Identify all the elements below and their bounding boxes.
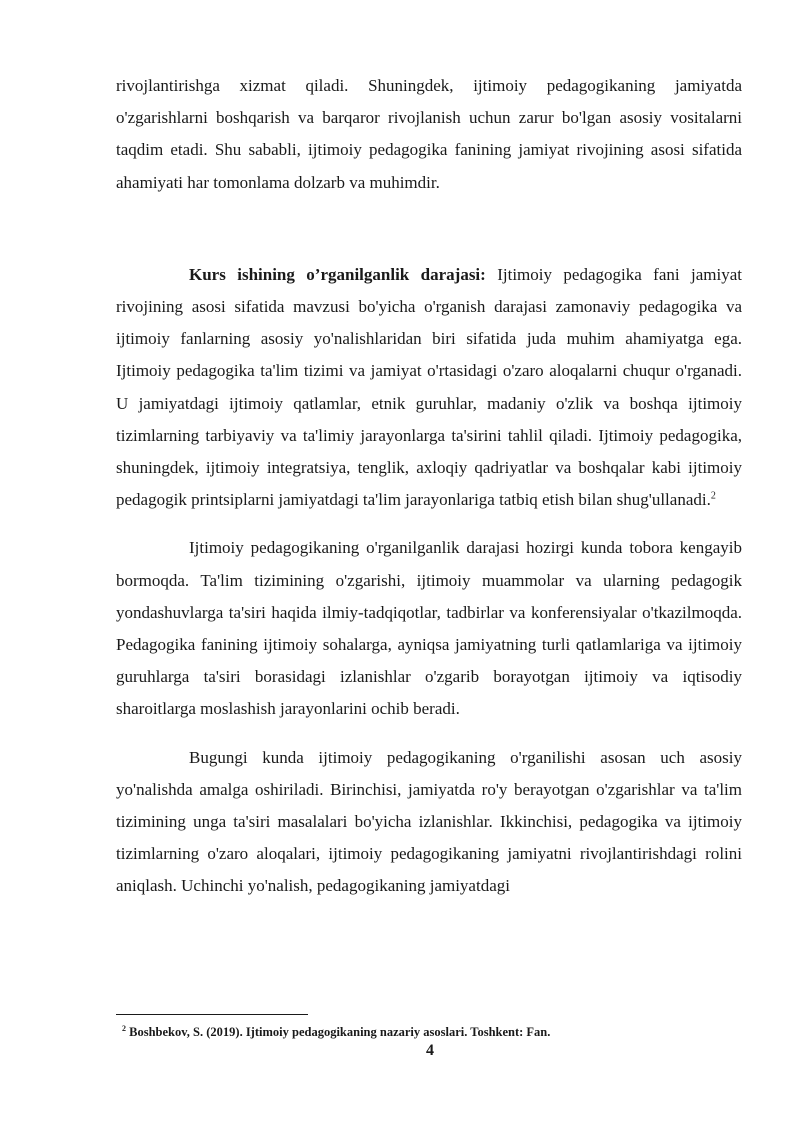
paragraph-continuation: rivojlantirishga xizmat qiladi. Shuningdek, ijtimoiy pedagogikaning jamiyatda o'zgarishlarni boshqarish va barqaror rivojlanish uchun zarur bo'lgan asosiy vositalarni taqdim etadi. Shu sababli, ijtimoiy pedagogika fanining jamiyat rivojining asosi sifatida ahamiyati har tomonlama dolzarb va muhimdir. bbox=[116, 76, 742, 192]
footnote-text: Boshbekov, S. (2019). Ijtimoiy pedagogikaning nazariy asoslari. Toshkent: Fan. bbox=[126, 1025, 551, 1039]
paragraph-research-level bbox=[116, 259, 742, 517]
footnote-separator bbox=[116, 1014, 308, 1015]
paragraph-research-directions: Bugungi kunda ijtimoiy pedagogikaning o'rganilishi asosan uch asosiy yo'nalishda amalga oshiriladi. Birinchisi, jamiyatda ro'y berayotgan o'zgarishlar va ta'lim tizimining unga ta'siri masalalari bo'yicha izlanishlar. Ikkinchisi, pedagogika va ijtimoiy tizimlarning o'zaro aloqalari, ijtimoiy pedagogikaning jamiyatni rivojlantirishdagi rolini aniqlash. Uchinchi yo'nalish, pedagogikaning jamiyatdagi bbox=[116, 747, 742, 896]
page-number: 4 bbox=[426, 1042, 434, 1059]
document-body bbox=[116, 70, 742, 903]
footnote-number: 2 bbox=[122, 1023, 126, 1033]
section-heading: Kurs ishining o’rganilganlik darajasi: bbox=[189, 264, 486, 284]
paragraph-study-extent: Ijtimoiy pedagogikaning o'rganilganlik darajasi hozirgi kunda tobora kengayib bormoqda. Ta'lim tizimining o'zgarishi, ijtimoiy muammolar va ularning pedagogik yondashuvlarga ta'siri haqida ilmiy-tadqiqotlar, tadbirlar va konferensiyalar o'tkazilmoqda. Pedagogika fanining ijtimoiy sohalarga, ayniqsa jamiyatning turli qatlamlariga va ijtimoiy guruhlarga ta'siri borasidagi izlanishlar o'zgarib borayotgan ijtimoiy va iqtisodiy sharoitlarga moslashish jarayonlarini ochib beradi. bbox=[116, 538, 742, 719]
footnote-reference[interactable]: 2 bbox=[710, 490, 716, 502]
paragraph-text: Ijtimoiy pedagogika fani jamiyat rivojining asosi sifatida mavzusi bo'yicha o'rganish darajasi zamonaviy pedagogika va ijtimoiy fanlarning asosiy yo'nalishlaridan biri sifatida juda muhim ahamiyatga ega. Ijtimoiy pedagogika ta'lim tizimi va jamiyat o'rtasidagi o'zaro aloqalarni chuqur o'rganadi. U jamiyatdagi ijtimoiy qatlamlar, etnik guruhlar, madaniy o'zlik va boshqa ijtimoiy tizimlarning tarbiyaviy va ta'limiy jarayonlarga ta'sirini tahlil qiladi. Ijtimoiy pedagogika, shuningdek, ijtimoiy integratsiya, tenglik, axloqiy qadriyatlar va boshqalar kabi ijtimoiy pedagogik printsiplarni jamiyatdagi ta'lim jarayonlariga tatbiq etish bilan shug'ullanadi. bbox=[116, 264, 742, 510]
footnote bbox=[122, 1024, 742, 1040]
